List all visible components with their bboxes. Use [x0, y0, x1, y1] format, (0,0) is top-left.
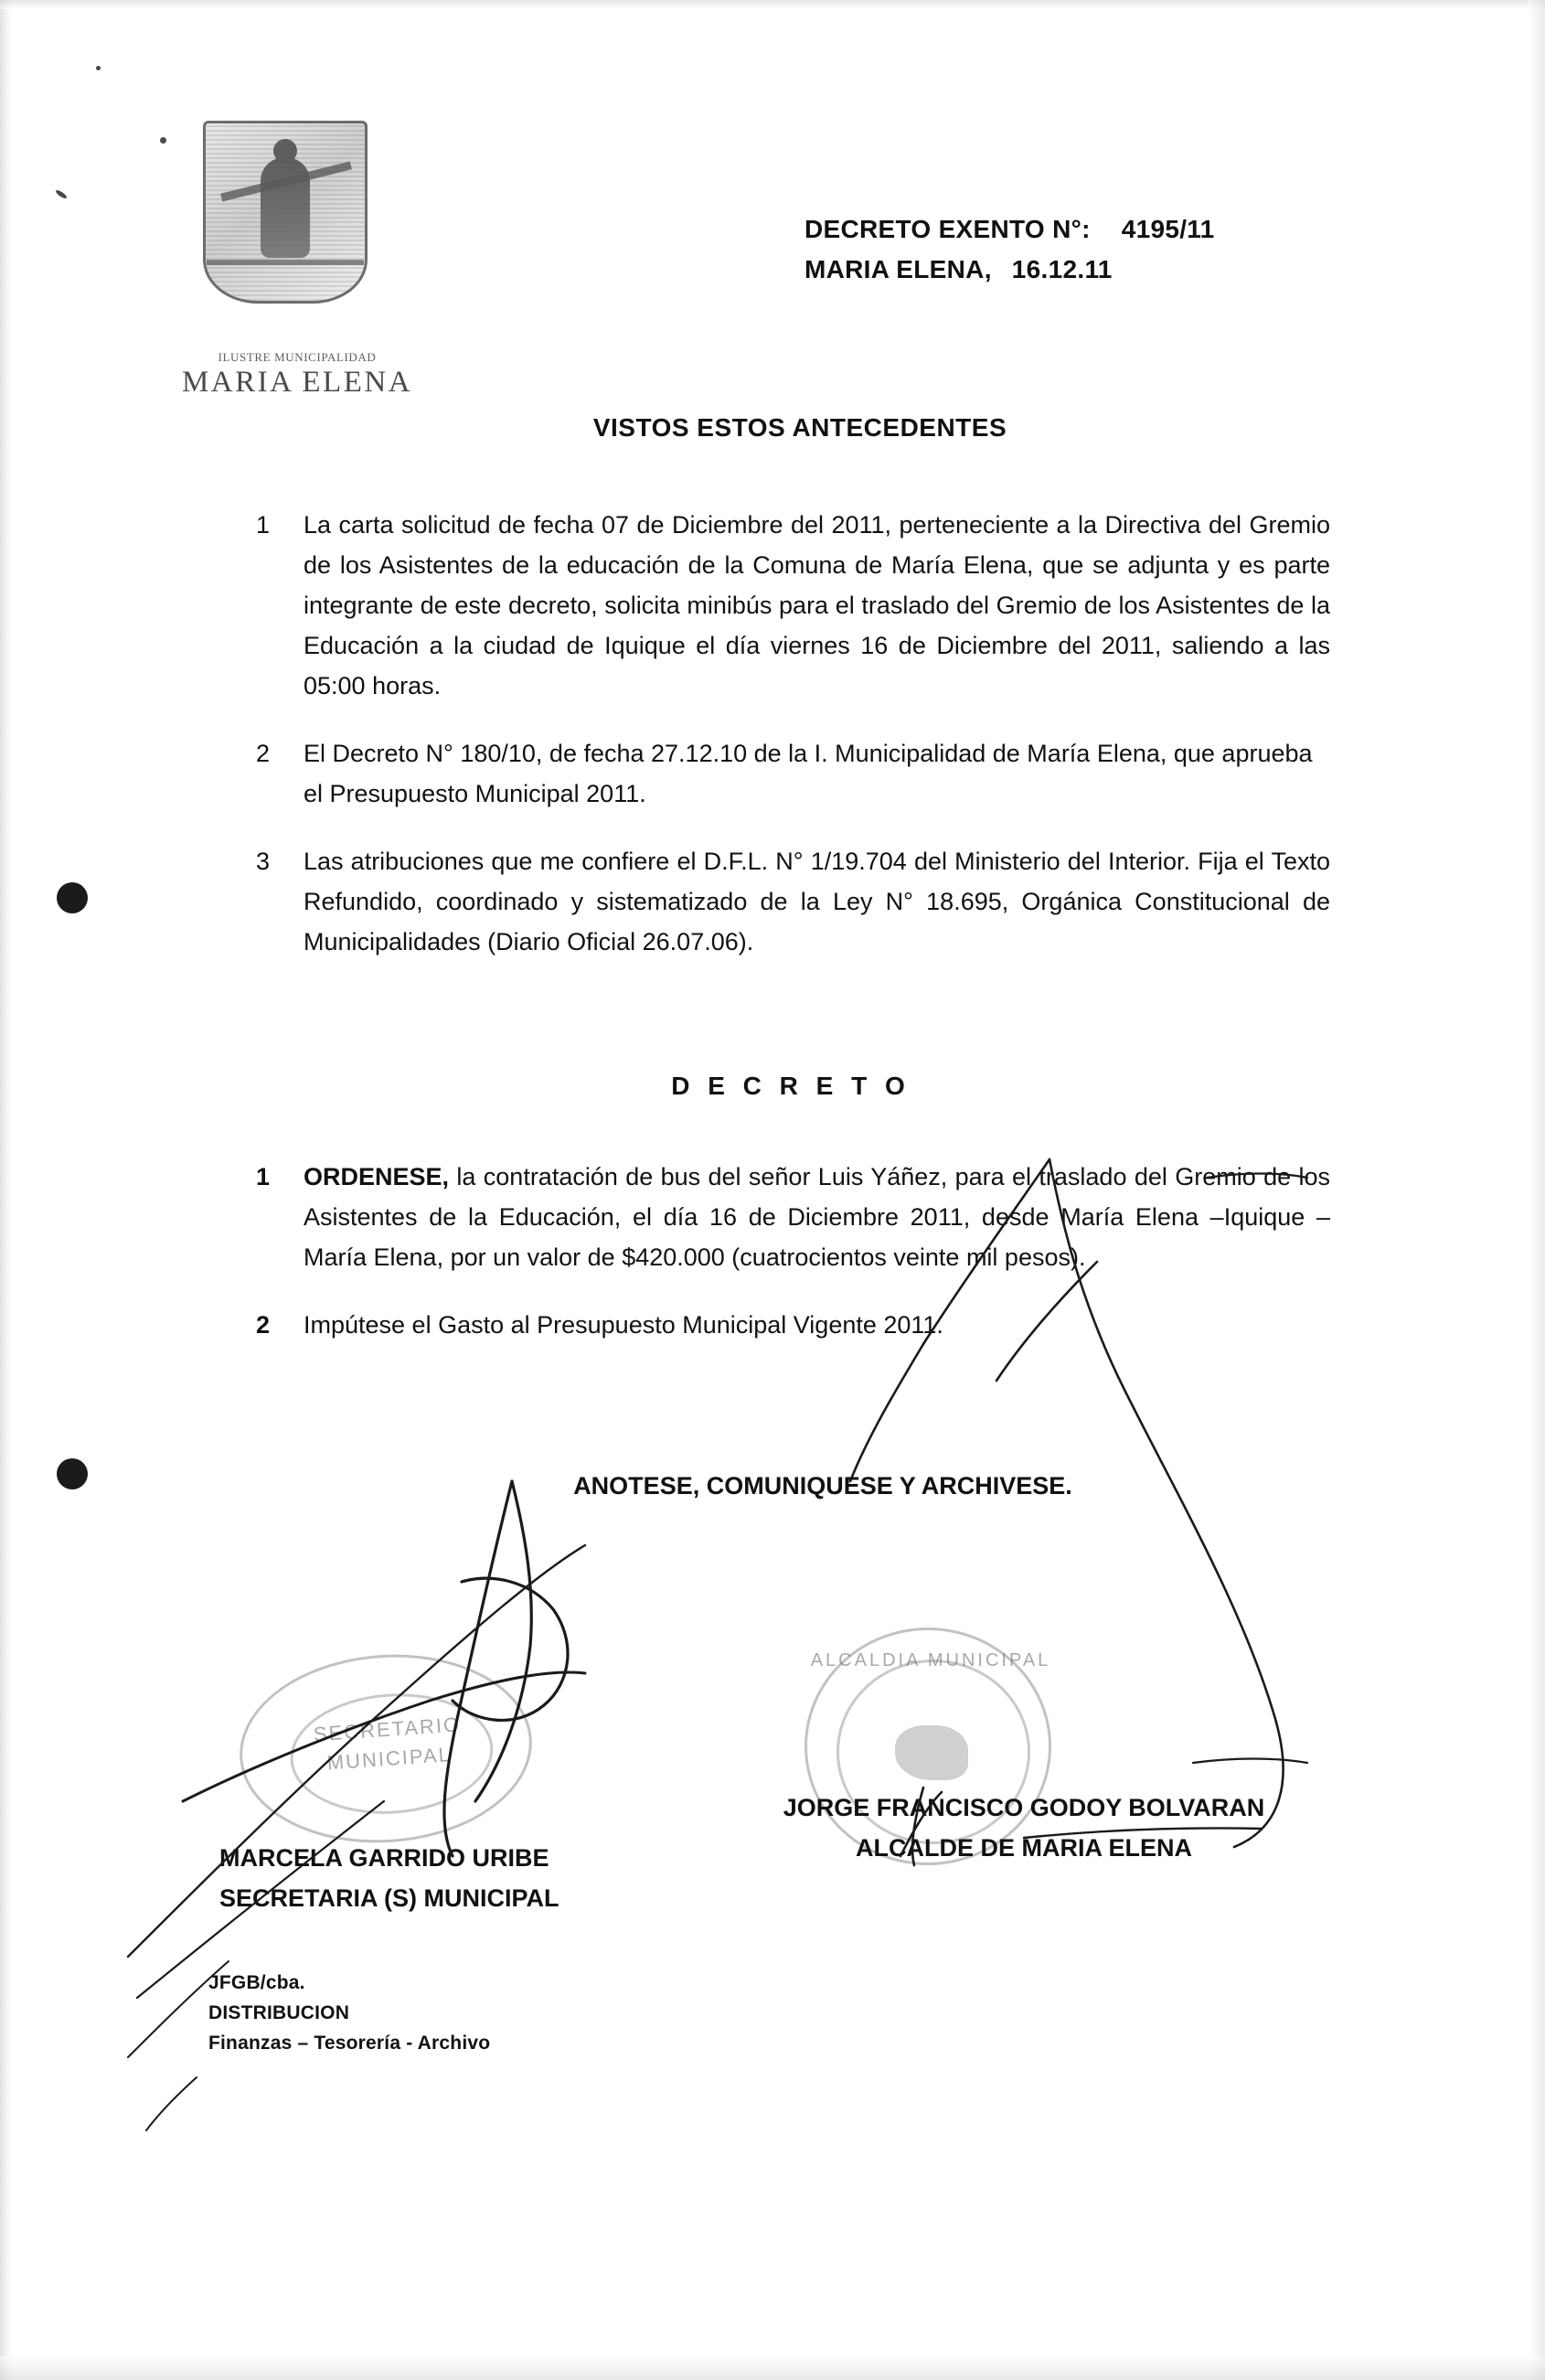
decree-number: 4195/11	[1121, 215, 1215, 243]
city-label: MARIA ELENA,	[804, 255, 992, 283]
item-text	[304, 1157, 1330, 1277]
item-lead: ORDENESE,	[304, 1163, 450, 1190]
crest-base-line	[207, 260, 364, 265]
item-number: 1	[256, 511, 271, 539]
vistos-title: VISTOS ESTOS ANTECEDENTES	[592, 413, 1007, 442]
scan-speck	[160, 137, 166, 144]
footer-initials: JFGB/cba.	[208, 1972, 305, 1993]
hole-punch-mark	[57, 1458, 88, 1489]
stamp-right-ring-text: ALCALDIA MUNICIPAL	[810, 1650, 1051, 1670]
decree-label: DECRETO EXENTO N°:	[804, 215, 1091, 243]
list-item	[256, 1157, 1330, 1277]
stamp-left-line1: SECRETARIO	[313, 1713, 462, 1746]
signature-left-title: SECRETARIA (S) MUNICIPAL	[219, 1884, 559, 1912]
signature-block-left	[219, 1838, 559, 1918]
scan-edge-right	[1529, 0, 1545, 2380]
scan-edge-top	[0, 0, 1545, 9]
document-header	[804, 215, 1215, 295]
signature-block-right	[731, 1788, 1316, 1868]
closing-line: ANOTESE, COMUNIQUESE Y ARCHIVESE.	[573, 1472, 1072, 1500]
footer-distribution-list: Finanzas – Tesorería - Archivo	[208, 2033, 491, 2054]
signature-left-name: MARCELA GARRIDO URIBE	[219, 1844, 549, 1872]
item-body-text: la contratación de bus del señor Luis Yáñez, para el traslado del Gremio de los Asistentes de la Educación, el día 16 de Diciembre 2011, desde María Elena –Iquique – María Elena, por un valor de $420.000 (cuatrocientos veinte mil pesos).	[304, 1163, 1330, 1271]
emblem-caption-small: ILUSTRE MUNICIPALIDAD	[218, 350, 377, 364]
scan-speck	[96, 66, 101, 70]
item-number: 1	[256, 1163, 271, 1190]
list-item	[256, 841, 1330, 962]
document-footer	[208, 1968, 490, 2058]
item-number: 2	[256, 1311, 271, 1339]
secretary-stamp-icon	[233, 1645, 538, 1852]
decreto-title: D E C R E T O	[671, 1072, 911, 1100]
list-item	[256, 733, 1330, 814]
decree-date-line	[804, 255, 1215, 284]
item-number: 2	[256, 740, 271, 767]
footer-distribution-label: DISTRIBUCION	[208, 2002, 350, 2023]
municipal-crest-icon	[203, 121, 368, 317]
list-item	[256, 1305, 1330, 1345]
scan-edge-bottom	[0, 2356, 1545, 2380]
signature-right-title: ALCALDE DE MARIA ELENA	[856, 1834, 1192, 1862]
stamp-emblem-shape	[895, 1725, 968, 1780]
item-number: 3	[256, 848, 271, 875]
list-item	[256, 505, 1330, 706]
emblem-caption-name: MARIA ELENA	[181, 366, 413, 399]
hole-punch-mark	[57, 882, 88, 913]
decree-date: 16.12.11	[1011, 255, 1113, 283]
scan-speck	[55, 188, 68, 199]
vistos-list	[256, 505, 1330, 989]
decree-number-line	[804, 215, 1215, 244]
scan-edge-left	[0, 0, 13, 2380]
item-text: La carta solicitud de fecha 07 de Diciembre del 2011, perteneciente a la Directiva del Gremio de los Asistentes de la educación de la Comuna de María Elena, que se adjunta y es parte integrante de este decreto, solicita minibús para el traslado del Gremio de los Asistentes de la Educación a la ciudad de Iquique el día viernes 16 de Diciembre del 2011, saliendo a las 05:00 horas.	[304, 511, 1330, 699]
item-text: El Decreto N° 180/10, de fecha 27.12.10 de la I. Municipalidad de María Elena, que aprueba el Presupuesto Municipal 2011.	[304, 740, 1313, 807]
decreto-list	[256, 1157, 1330, 1372]
item-text: Impútese el Gasto al Presupuesto Municipal Vigente 2011.	[304, 1311, 943, 1339]
item-text: Las atribuciones que me confiere el D.F.L. N° 1/19.704 del Ministerio del Interior. Fija el Texto Refundido, coordinado y sistematizado de la Ley N° 18.695, Orgánica Constitucional de Municipalidades (Diario Oficial 26.07.06).	[304, 848, 1330, 955]
signature-right-name: JORGE FRANCISCO GODOY BOLVARAN	[783, 1794, 1265, 1821]
stamp-left-line2: MUNICIPAL	[325, 1743, 453, 1775]
